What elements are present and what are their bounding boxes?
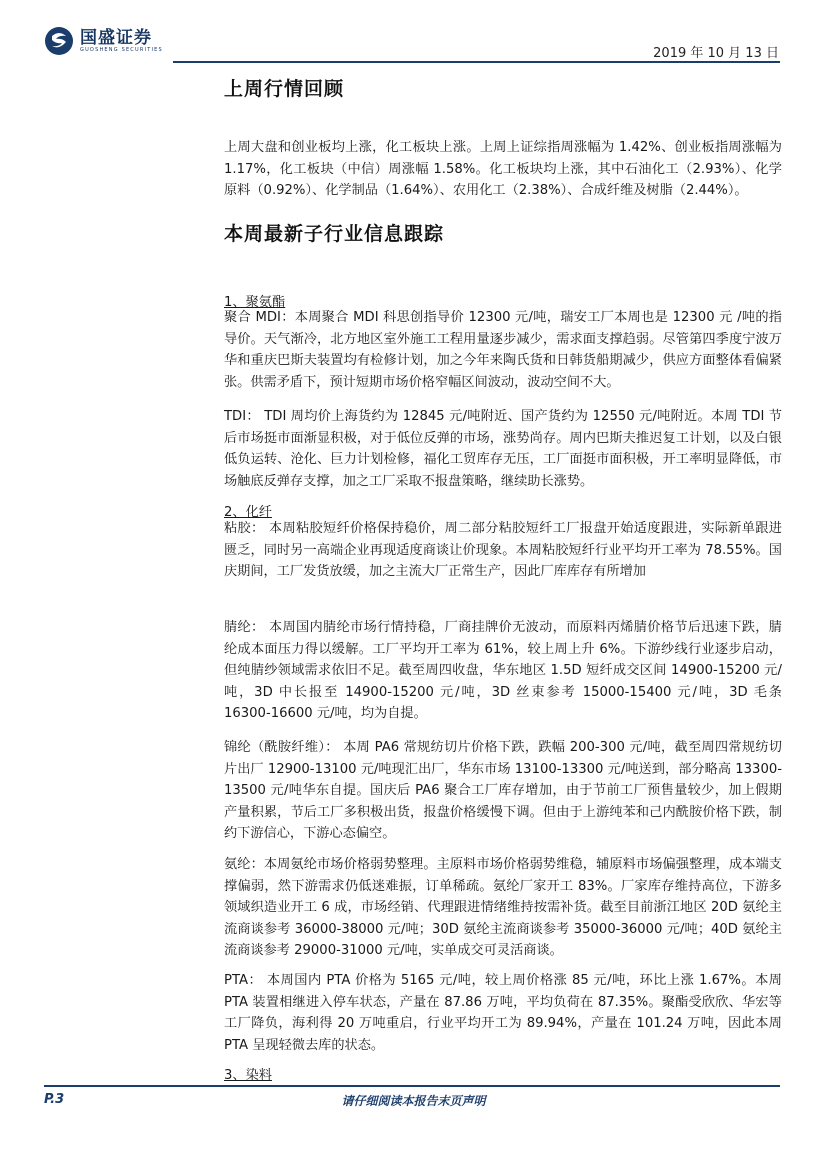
page-number: P.3	[44, 1092, 65, 1107]
footer-divider	[44, 1085, 780, 1087]
header-divider	[173, 61, 780, 63]
subsection-chemical-fiber: 2、化纤	[224, 505, 272, 520]
section-title-market-review: 上周行情回顾	[224, 78, 345, 100]
disclaimer-note: 请仔细阅读本报告末页声明	[341, 1094, 486, 1108]
subsection-dyes: 3、染料	[224, 1068, 272, 1083]
report-date: 2019 年 10 月 13 日	[653, 46, 779, 61]
subsection-polyurethane: 1、聚氨酯	[224, 295, 286, 310]
logo-name-cn: 国盛证券	[80, 27, 152, 48]
paragraph-viscose: 粘胶： 本周粘胶短纤价格保持稳价，周二部分粘胶短纤工厂报盘开始适度跟进，实际新单跟进匮乏，同时另一高端企业再现适度商谈让价现象。本周粘胶短纤行业平均开工率为 78.55%。国庆期间，工厂发货放缓，加之主流大厂正常生产，因此厂库库存有所增加	[224, 521, 782, 579]
paragraph-nylon: 锦纶（酰胺纤维）： 本周 PA6 常规纺切片价格下跌，跌幅 200-300 元/吨，截至周四常规纺切片出厂 12900-13100 元/吨现汇出厂，华东市场 13100-13300 元/吨送到，部分略高 13300-13500 元/吨华东自提。国庆后 PA6 聚合工厂库存增加，由于节前工厂预售量较少，加上假期产量积累，节后工厂多积极出货，报盘价格缓慢下调。但由于上游纯苯和己内酰胺价格下跌，制约下游信心，下游心态偏空。	[224, 740, 782, 841]
paragraph-acrylic: 腈纶： 本周国内腈纶市场行情持稳，厂商挂牌价无波动，而原料丙烯腈价格节后迅速下跌，腈纶成本面压力得以缓解。工厂平均开工率为 61%，较上周上升 6%。下游纱线行业逐步启动，但纯腈纱领域需求依旧不足。截至周四收盘，华东地区 1.5D 短纤成交区间 14900-15200 元/吨，3D 中长报至 14900-15200 元/吨，3D 丝束参考 15000-15400 元/吨，3D 毛条 16300-16600 元/吨，均为自提。	[224, 620, 782, 721]
company-logo	[44, 26, 163, 56]
paragraph-pta: PTA： 本周国内 PTA 价格为 5165 元/吨，较上周价格涨 85 元/吨，环比上涨 1.67%。本周 PTA 装置相继进入停车状态，产量在 87.86 万吨，平均负荷在 87.35%。聚酯受欣欣、华宏等工厂降负，海利得 20 万吨重启，行业平均开工为 89.94%，产量在 101.24 万吨，因此本周 PTA 呈现轻微去库的状态。	[224, 973, 782, 1053]
section-title-industry-tracking: 本周最新子行业信息跟踪	[224, 223, 445, 245]
paragraph-spandex: 氨纶：本周氨纶市场价格弱势整理。主原料市场价格弱势维稳，辅原料市场偏强整理，成本端支撑偏弱，然下游需求仍低迷难振，订单稀疏。氨纶厂家开工 83%。厂家库存维持高位，下游多领域织造业开工 6 成，市场经销、代理跟进情绪维持按需补货。截至目前浙江地区 20D 氨纶主流商谈参考 36000-38000 元/吨；30D 氨纶主流商谈参考 35000-36000 元/吨；40D 氨纶主流商谈参考 29000-31000 元/吨，实单成交可灵活商谈。	[224, 857, 782, 958]
paragraph-tdi: TDI： TDI 周均价上海货约为 12845 元/吨附近、国产货约为 12550 元/吨附近。本周 TDI 节后市场挺市面渐显积极，对于低位反弹的市场，涨势尚存。周内巴斯夫推迟复工计划，以及白银低负运转、沧化、巨力计划检修，福化工贸库存无压，工厂面挺市面积极，开工率明显降低，市场触底反弹存支撑，加之工厂采取不报盘策略，继续助长涨势。	[224, 409, 782, 489]
logo-name-en: GUOSHENG SECURITIES	[80, 46, 163, 53]
page-header	[0, 0, 827, 66]
market-review-paragraph: 上周大盘和创业板均上涨，化工板块上涨。上周上证综指周涨幅为 1.42%、创业板指周涨幅为 1.17%，化工板块（中信）周涨幅 1.58%。化工板块均上涨，其中石油化工（2.93%）、化学原料（0.92%）、化学制品（1.64%）、农用化工（2.38%）、合成纤维及树脂（2.44%）。	[224, 140, 782, 198]
logo-mark-icon	[44, 26, 74, 56]
paragraph-mdi: 聚合 MDI：本周聚合 MDI 科思创指导价 12300 元/吨，瑞安工厂本周也是 12300 元 /吨的指导价。天气渐冷，北方地区室外施工工程用量逐步减少，需求面支撑趋弱。尽管第四季度宁波万华和重庆巴斯夫装置均有检修计划，加之今年来陶氏货和日韩货船期减少，供应方面整体看偏紧张。供需矛盾下，预计短期市场价格窄幅区间波动，波动空间不大。	[224, 310, 782, 390]
